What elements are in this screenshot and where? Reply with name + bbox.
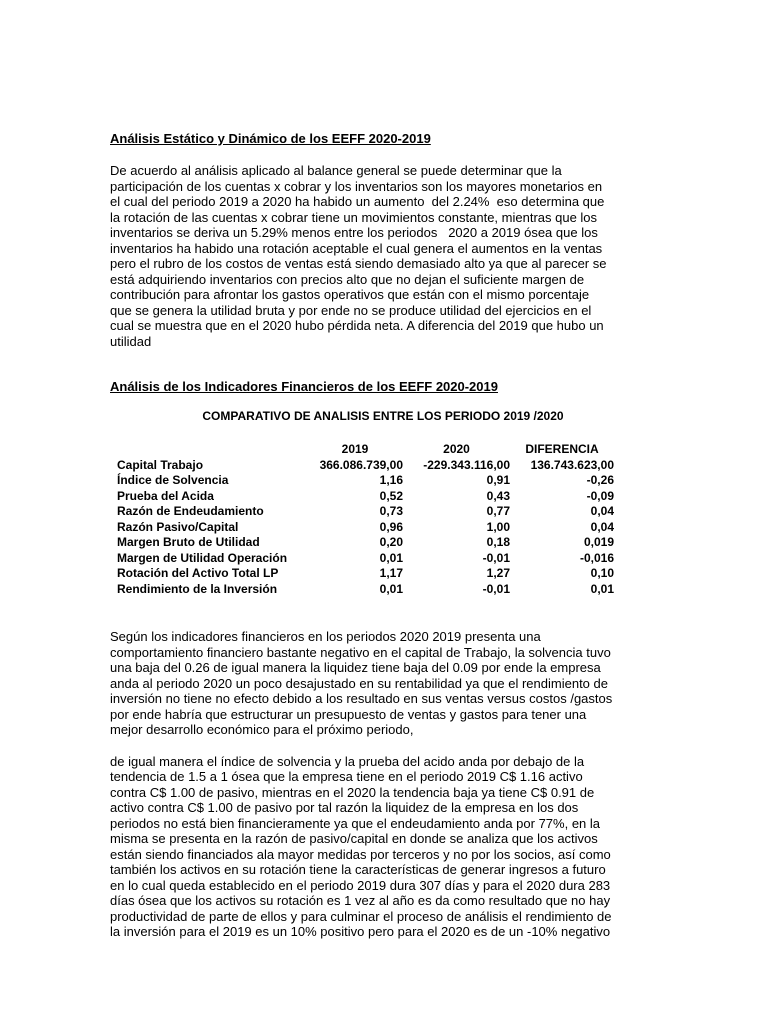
text-line: contra C$ 1.00 de pasivo, mientras en el 2020 la tendencia baja ya tiene C$ 0.91 de bbox=[110, 784, 595, 800]
indicators-table bbox=[117, 442, 614, 597]
value-2020: 0,18 bbox=[486, 535, 510, 549]
row-label: Prueba del Acida bbox=[117, 488, 214, 503]
text-line: contribución para afrontar los gastos operativos que están con el mismo porcentaje bbox=[110, 287, 590, 302]
table-row bbox=[117, 582, 614, 598]
text-line: De acuerdo al análisis aplicado al balance general se puede determinar que la bbox=[110, 163, 562, 178]
text-line: una baja del 0.26 de igual manera la liquidez tiene baja del 0.09 por ende la empresa bbox=[110, 660, 601, 675]
row-label: Índice de Solvencia bbox=[117, 473, 229, 487]
value-2019: 1,16 bbox=[379, 473, 403, 487]
row-label: Margen de Utilidad Operación bbox=[117, 550, 288, 565]
text-line: mejor desarrollo económico para el próximo periodo, bbox=[110, 722, 414, 737]
text-line: Según los indicadores financieros en los periodos 2020 2019 presenta una bbox=[110, 629, 541, 644]
row-label: Razón Pasivo/Capital bbox=[117, 519, 239, 534]
value-diferencia: 0,04 bbox=[590, 504, 614, 518]
header-diferencia: DIFERENCIA bbox=[525, 442, 599, 456]
value-diferencia: 0,10 bbox=[590, 566, 614, 580]
text-line: que se genera la utilidad bruta y por ende no se produce utilidad del ejercicios en el bbox=[110, 302, 592, 318]
row-label: Capital Trabajo bbox=[117, 457, 204, 472]
row-label: Margen Bruto de Utilidad bbox=[117, 535, 260, 549]
value-2019: 0,01 bbox=[379, 581, 403, 596]
table-row bbox=[117, 489, 614, 505]
text-line: inversión no tiene no efecto debido a los resultado en sus ventas versus costos /gastos bbox=[110, 691, 613, 706]
table-row bbox=[117, 535, 614, 551]
section-heading-static-dynamic: Análisis Estático y Dinámico de los EEFF 2020-2019 bbox=[110, 131, 431, 146]
value-2020: 0,91 bbox=[486, 473, 510, 487]
table-row bbox=[117, 473, 614, 489]
section-heading-indicators: Análisis de los Indicadores Financieros de los EEFF 2020-2019 bbox=[110, 379, 498, 394]
document-page bbox=[110, 131, 658, 940]
row-label: Rotación del Activo Total LP bbox=[117, 566, 279, 580]
value-2020: -0,01 bbox=[482, 550, 510, 565]
value-2020: -229.343.116,00 bbox=[423, 457, 510, 472]
paragraph-indicators-summary bbox=[110, 629, 658, 738]
table-row bbox=[117, 458, 614, 474]
value-diferencia: -0,09 bbox=[586, 488, 614, 503]
row-label: Razón de Endeudamiento bbox=[117, 504, 264, 518]
text-line: comportamiento financiero bastante negativo en el capital de Trabajo, la solvencia tuvo bbox=[110, 644, 611, 660]
text-line: participación de los cuentas x cobrar y los inventarios son los mayores monetarios en bbox=[110, 178, 603, 194]
value-2019: 1,17 bbox=[379, 566, 403, 580]
text-line: de igual manera el índice de solvencia y la prueba del acido anda por debajo de la bbox=[110, 753, 585, 769]
text-line: también los activos en su rotación tiene la características de generar ingresos a futuro bbox=[110, 862, 606, 877]
value-diferencia: 0,019 bbox=[583, 535, 614, 549]
value-2019: 0,01 bbox=[379, 550, 403, 565]
table-row bbox=[117, 504, 614, 520]
table-header-row bbox=[117, 442, 614, 458]
text-line: productividad de parte de ellos y para culminar el proceso de análisis el rendimiento de bbox=[110, 908, 612, 924]
paragraph-solvency-analysis bbox=[110, 754, 658, 940]
text-line: días ósea que los activos su rotación es 1 vez al año es da como resultado que no hay bbox=[110, 893, 611, 908]
value-diferencia: 0,01 bbox=[590, 581, 614, 596]
paragraph-static-dynamic bbox=[110, 163, 658, 349]
value-2019: 0,52 bbox=[379, 488, 403, 503]
table-row bbox=[117, 566, 614, 582]
value-2020: 0,77 bbox=[486, 504, 510, 518]
value-diferencia: 136.743.623,00 bbox=[530, 457, 614, 472]
text-line: periodos no está bien financieramente ya que el endeudamiento anda por 77%, en la bbox=[110, 815, 601, 831]
value-diferencia: 0,04 bbox=[590, 519, 614, 534]
text-line: anda al periodo 2020 un poco desajustado en su rentabilidad ya que el rendimiento de bbox=[110, 675, 608, 691]
header-2020: 2020 bbox=[443, 442, 470, 456]
text-line: inventarios ha habido una rotación aceptable el cual genera el aumentos en la ventas bbox=[110, 240, 603, 256]
text-line: inventarios se deriva un 5.29% menos entre los periodos 2020 a 2019 ósea que los bbox=[110, 225, 598, 240]
header-2019: 2019 bbox=[341, 442, 369, 456]
value-2020: -0,01 bbox=[482, 581, 510, 596]
value-2019: 366.086.739,00 bbox=[319, 457, 403, 472]
text-line: el cual del periodo 2019 a 2020 ha habido un aumento del 2.24% eso determina que bbox=[110, 194, 605, 209]
text-line: tendencia de 1.5 a 1 ósea que la empresa tiene en el periodo 2019 C$ 1.16 activo bbox=[110, 769, 583, 784]
value-2020: 0,43 bbox=[486, 488, 510, 503]
text-line: activo contra C$ 1.00 de pasivo por tal razón la liquidez de la empresa en los dos bbox=[110, 800, 579, 815]
value-diferencia: -0,016 bbox=[579, 550, 614, 565]
value-2019: 0,20 bbox=[379, 535, 403, 549]
value-diferencia: -0,26 bbox=[586, 473, 614, 487]
text-line: cual se muestra que en el 2020 hubo pérdida neta. A diferencia del 2019 que hubo un bbox=[110, 318, 604, 333]
row-label: Rendimiento de la Inversión bbox=[117, 581, 278, 596]
text-line: la inversión para el 2019 es un 10% positivo pero para el 2020 es de un -10% negativo bbox=[110, 924, 611, 939]
table-row bbox=[117, 551, 614, 567]
text-line: pero el rubro de los costos de ventas está siendo demasiado alto ya que al parecer se bbox=[110, 256, 607, 271]
text-line: en lo cual queda establecido en el periodo 2019 dura 307 días y para el 2020 dura 283 bbox=[110, 877, 611, 893]
table-row bbox=[117, 520, 614, 536]
value-2019: 0,73 bbox=[379, 504, 403, 518]
text-line: la rotación de las cuentas x cobrar tiene un movimientos constante, mientras que los bbox=[110, 209, 598, 225]
value-2020: 1,00 bbox=[486, 519, 510, 534]
text-line: está adquiriendo inventarios con precios alto que no dejan el suficiente margen de bbox=[110, 271, 585, 287]
text-line: están siendo financiados ala mayor medidas por terceros y no por los socios, así como bbox=[110, 846, 611, 862]
text-line: misma se presenta en la razón de pasivo/capital en donde se analiza que los activos bbox=[110, 831, 598, 846]
text-line: utilidad bbox=[110, 333, 152, 349]
text-line: por ende habría que estructurar un presupuesto de ventas y gastos para tener una bbox=[110, 706, 587, 722]
table-title: COMPARATIVO DE ANALISIS ENTRE LOS PERIODO 2019 /2020 bbox=[202, 409, 564, 423]
value-2020: 1,27 bbox=[486, 566, 510, 580]
header-label-cell bbox=[117, 442, 307, 458]
value-2019: 0,96 bbox=[379, 519, 403, 534]
